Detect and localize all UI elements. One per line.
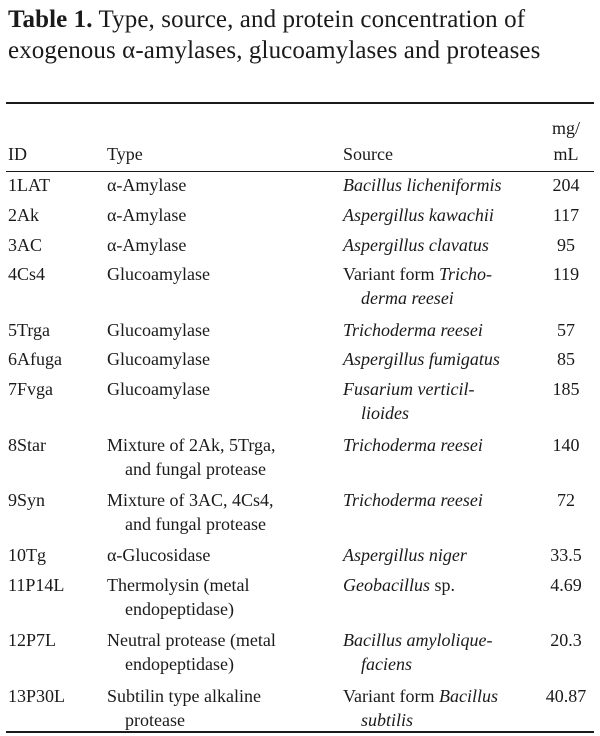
cell-type-line2: protease (125, 710, 185, 730)
cell-type-line1: Glucoamylase (107, 379, 210, 399)
cell-mg-per-ml: 57 (557, 320, 575, 340)
cell-source-species: Aspergillus clavatus (343, 235, 489, 255)
top-rule (6, 102, 594, 104)
cell-mg-per-ml: 117 (552, 205, 580, 225)
header-mg-line2: mL (553, 144, 579, 164)
cell-source (343, 628, 533, 676)
cell-source-line2: subtilis (361, 710, 414, 730)
header-source: Source (343, 144, 393, 164)
cell-type-line1: Glucoamylase (107, 320, 210, 340)
cell-source (343, 684, 533, 732)
table-caption-label: Table 1. (8, 6, 93, 33)
cell-id: 7Fvga (8, 379, 53, 399)
cell-source-line1 (343, 347, 533, 371)
cell-source-line1 (343, 318, 533, 342)
cell-source (343, 318, 533, 342)
cell-source-line1 (343, 628, 533, 652)
cell-source-line1 (343, 433, 533, 457)
cell-source-species: Bacillus amylolique- (343, 630, 493, 650)
cell-id: 12P7L (8, 630, 57, 650)
cell-type-line1: α-Glucosidase (107, 545, 211, 565)
cell-type (107, 433, 337, 481)
cell-source-line2: derma reesei (361, 288, 454, 308)
cell-source-line1 (343, 543, 533, 567)
cell-source (343, 377, 533, 425)
cell-type (107, 173, 337, 197)
cell-mg-per-ml: 140 (552, 435, 580, 455)
header-type: Type (107, 144, 143, 164)
cell-id: 4Cs4 (8, 264, 46, 284)
cell-id: 5Trga (8, 320, 51, 340)
cell-type (107, 233, 337, 257)
cell-type (107, 543, 337, 567)
cell-type (107, 488, 337, 536)
cell-source-line1 (343, 377, 533, 401)
cell-type-line1: Glucoamylase (107, 264, 210, 284)
cell-id: 2Ak (8, 205, 39, 225)
cell-type-line1: α-Amylase (107, 175, 187, 195)
cell-type-line1: Glucoamylase (107, 349, 210, 369)
cell-source-species: Trichoderma reesei (343, 435, 483, 455)
cell-type-line1: α-Amylase (107, 235, 187, 255)
cell-mg-per-ml: 95 (557, 235, 575, 255)
cell-source (343, 262, 533, 310)
cell-type-line1: Subtilin type alkaline (107, 686, 261, 706)
cell-source-line1 (343, 488, 533, 512)
cell-source-species: Aspergillus niger (343, 545, 467, 565)
table-caption (8, 4, 592, 66)
cell-type (107, 573, 337, 621)
cell-mg-per-ml: 4.69 (550, 575, 582, 595)
cell-source-species: Trichoderma reesei (343, 490, 483, 510)
cell-mg-per-ml: 85 (557, 349, 575, 369)
cell-id: 3AC (8, 235, 43, 255)
cell-source (343, 433, 533, 457)
cell-source-prefix: Variant form (343, 686, 439, 706)
cell-type-line1: Thermolysin (metal (107, 575, 250, 595)
cell-id: 8Star (8, 435, 46, 455)
header-id: ID (8, 144, 27, 164)
header-rule (6, 171, 594, 172)
cell-id: 10Tg (8, 545, 46, 565)
cell-mg-per-ml: 33.5 (550, 545, 582, 565)
cell-type (107, 377, 337, 401)
cell-mg-per-ml: 185 (552, 379, 580, 399)
cell-source-line1 (343, 233, 533, 257)
cell-source (343, 233, 533, 257)
cell-source-species: Aspergillus kawachii (343, 205, 494, 225)
cell-source (343, 573, 533, 597)
bottom-rule (6, 731, 594, 733)
cell-source-species: Fusarium verticil- (343, 379, 475, 399)
cell-source-line2: faciens (361, 654, 412, 674)
cell-source-line1 (343, 262, 533, 286)
cell-source (343, 173, 533, 197)
cell-source-suffix: sp. (430, 575, 456, 595)
cell-source-line1 (343, 573, 533, 597)
header-mg-line1: mg/ (551, 118, 580, 138)
cell-type-line1: Mixture of 3AC, 4Cs4, (107, 490, 274, 510)
cell-source (343, 488, 533, 512)
cell-source-species: Geobacillus (343, 575, 430, 595)
cell-mg-per-ml: 20.3 (550, 630, 582, 650)
cell-type (107, 318, 337, 342)
cell-source-species: Tricho- (438, 264, 492, 284)
cell-type-line2: endopeptidase) (125, 654, 234, 674)
cell-mg-per-ml: 40.87 (545, 686, 587, 706)
cell-type (107, 262, 337, 286)
cell-type (107, 628, 337, 676)
cell-source-species: Bacillus (438, 686, 498, 706)
cell-source-prefix: Variant form (343, 264, 439, 284)
cell-source (343, 543, 533, 567)
cell-id: 9Syn (8, 490, 46, 510)
table-caption-text: Type, source, and protein concentration of exogenous α-amylases, glucoamylases and proteases (8, 6, 541, 64)
cell-type-line1: α-Amylase (107, 205, 187, 225)
cell-id: 6Afuga (8, 349, 62, 369)
cell-source-line2: lioides (361, 403, 409, 423)
cell-source (343, 347, 533, 371)
cell-type-line2: and fungal protease (125, 514, 266, 534)
cell-source-species: Bacillus licheniformis (343, 175, 502, 195)
cell-id: 1LAT (8, 175, 50, 195)
cell-type (107, 684, 337, 732)
cell-type-line2: endopeptidase) (125, 599, 234, 619)
cell-source-species: Trichoderma reesei (343, 320, 483, 340)
cell-source-line1 (343, 684, 533, 708)
cell-type-line2: and fungal protease (125, 459, 266, 479)
cell-source-species: Aspergillus fumigatus (343, 349, 500, 369)
cell-source-line1 (343, 203, 533, 227)
cell-type (107, 203, 337, 227)
cell-mg-per-ml: 204 (552, 175, 580, 195)
cell-source (343, 203, 533, 227)
cell-mg-per-ml: 72 (557, 490, 575, 510)
cell-source-line1 (343, 173, 533, 197)
cell-id: 13P30L (8, 686, 66, 706)
cell-id: 11P14L (8, 575, 65, 595)
cell-type (107, 347, 337, 371)
cell-type-line1: Neutral protease (metal (107, 630, 276, 650)
cell-mg-per-ml: 119 (552, 264, 580, 284)
cell-type-line1: Mixture of 2Ak, 5Trga, (107, 435, 276, 455)
